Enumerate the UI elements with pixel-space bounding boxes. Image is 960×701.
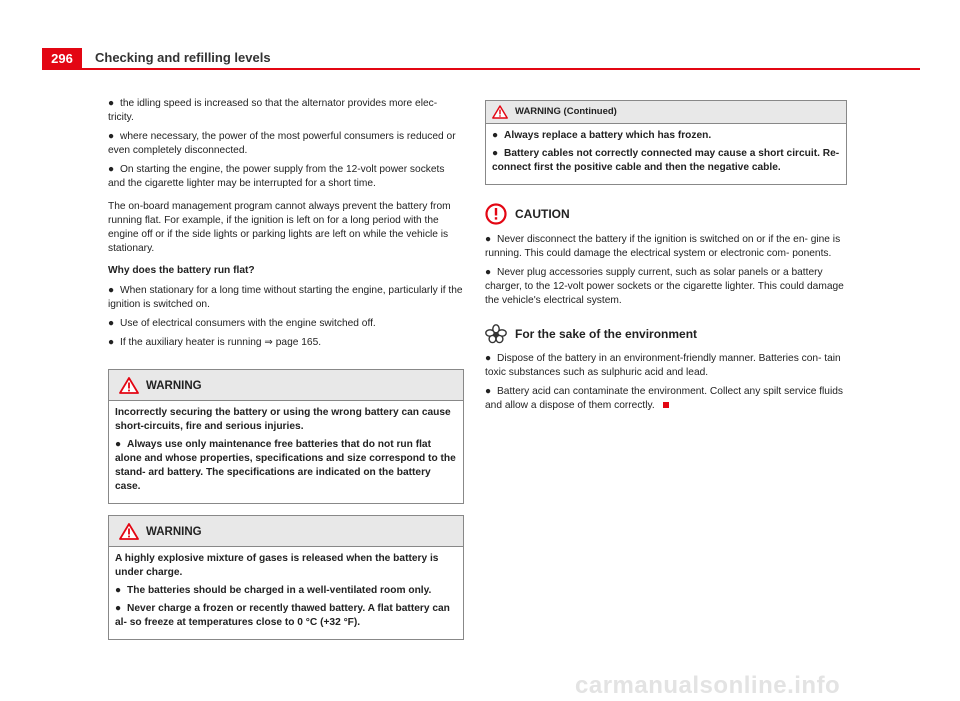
list-item: ● Battery acid can contaminate the environment. Collect any spilt service fluids and allow a dispose of them correctly. <box>485 386 843 411</box>
list-item: ● The batteries should be charged in a well-ventilated room only. <box>115 585 432 596</box>
list-item: ● Always replace a battery which has frozen. <box>492 130 712 141</box>
list-item: ● Battery cables not correctly connected may cause a short circuit. Re- connect first the positive cable and then the negative cable. <box>492 148 840 173</box>
list-item: ● Dispose of the battery in an environment-friendly manner. Batteries con- tain toxic substances such as sulphuric acid and lead. <box>485 353 841 378</box>
list-item: ● Use of electrical consumers with the engine switched off. <box>108 318 376 329</box>
warning-continued-box <box>485 100 847 185</box>
subheading: Why does the battery run flat? <box>108 265 255 276</box>
watermark: carmanualsonline.info <box>575 672 841 699</box>
warning-title: WARNING <box>146 525 202 538</box>
warning-header <box>109 370 463 401</box>
body-paragraph: The on-board management program cannot always prevent the battery from running flat. For example, if the ignition is left on for a long period with the engine off or if the side lights or parking lights are left on while the vehicle is stationary. <box>108 201 451 254</box>
list-item: ● Never disconnect the battery if the ignition is switched on or if the en- gine is running. This could damage the electrical system or electronic com- ponents. <box>485 234 841 259</box>
warning-intro: A highly explosive mixture of gases is released when the battery is under charge. <box>115 553 439 578</box>
list-item: ● Always use only maintenance free batteries that do not run flat alone and whose properties, specifications and size correspond to the stand- ard battery. The specifications are indicated on the battery case. <box>115 439 456 492</box>
list-item: ● the idling speed is increased so that the alternator provides more elec- tricity. <box>108 98 438 123</box>
warning-header <box>486 101 846 124</box>
warning-box <box>108 369 464 504</box>
list-item: ● When stationary for a long time without starting the engine, particularly if the ignition is switched on. <box>108 285 463 310</box>
header-rule <box>42 68 920 70</box>
warning-box <box>108 515 464 640</box>
section-end-marker <box>663 402 669 408</box>
warning-triangle-icon <box>119 523 139 540</box>
warning-title: WARNING <box>146 379 202 392</box>
warning-title: WARNING (Continued) <box>515 106 617 117</box>
warning-triangle-icon <box>492 105 508 119</box>
warning-body <box>109 547 463 639</box>
warning-body <box>109 401 463 503</box>
list-item: ● If the auxiliary heater is running ⇒ page 165. <box>108 337 322 348</box>
page-title: Checking and refilling levels <box>95 50 271 65</box>
warning-header <box>109 516 463 547</box>
list-item: ● where necessary, the power of the most powerful consumers is reduced or even completely disconnected. <box>108 131 456 156</box>
warning-triangle-icon <box>119 377 139 394</box>
page-number: 296 <box>42 48 82 70</box>
caution-title: CAUTION <box>515 207 570 221</box>
list-item: ● On starting the engine, the power supply from the 12-volt power sockets and the cigarette lighter may be interrupted for a short time. <box>108 164 445 189</box>
list-item: ● Never plug accessories supply current, such as solar panels or a battery charger, to the 12-volt power sockets or the cigarette lighter. This could damage the vehicle's electrical system. <box>485 267 844 306</box>
environment-flower-icon <box>485 324 507 344</box>
warning-intro: Incorrectly securing the battery or using the wrong battery can cause short-circuits, fire and serious injuries. <box>115 407 451 432</box>
list-item: ● Never charge a frozen or recently thawed battery. A flat battery can al- so freeze at temperatures close to 0 °C (+32 °F). <box>115 603 450 628</box>
left-column <box>108 97 464 640</box>
right-column <box>485 100 847 418</box>
environment-title: For the sake of the environment <box>515 327 698 341</box>
caution-exclamation-icon <box>485 203 507 225</box>
environment-heading <box>485 324 847 344</box>
caution-heading <box>485 203 847 225</box>
warning-body <box>486 124 846 184</box>
